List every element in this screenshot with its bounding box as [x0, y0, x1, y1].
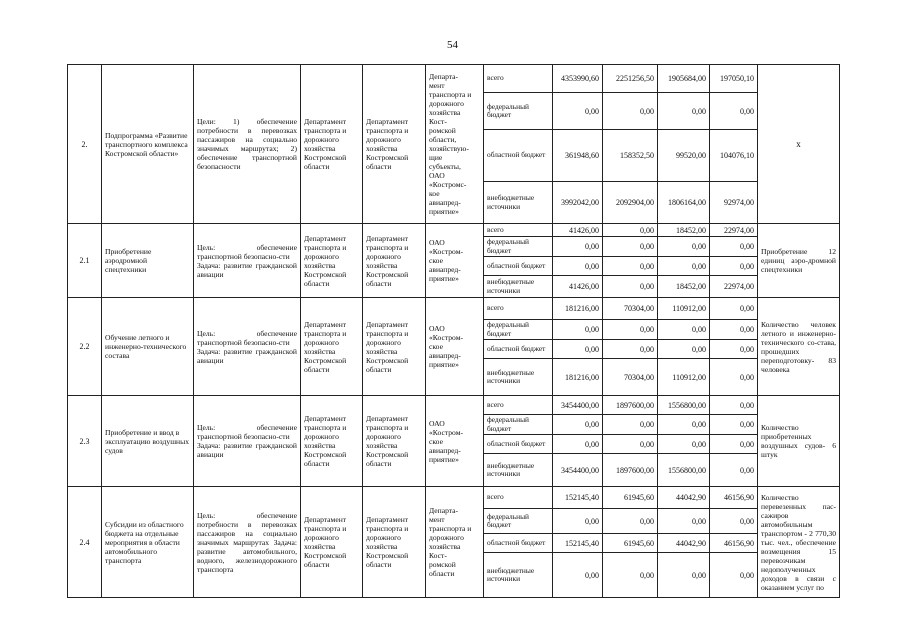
funding-source-text: федеральный бюджет	[487, 237, 529, 255]
funding-value-text: 0,00	[740, 106, 754, 116]
funding-value-text: 0,00	[640, 242, 654, 251]
funding-source-text: внебюджетные источники	[487, 277, 535, 295]
funding-value-text: 0,00	[740, 465, 754, 475]
funding-value	[658, 276, 710, 298]
funding-source	[484, 487, 553, 509]
funding-value-text: 1897600,00	[616, 465, 654, 475]
funding-value	[603, 237, 658, 257]
coexecutor	[363, 298, 426, 396]
funding-value	[710, 257, 758, 276]
funding-value	[553, 182, 603, 224]
responsible-executor	[301, 396, 363, 487]
funding-value-text: 0,00	[585, 106, 599, 116]
funding-value	[603, 93, 658, 130]
funding-source-text: внебюджетные источники	[487, 193, 535, 211]
participant-text: Департа- мент транспорта и дорожного хозяйства Кост- ромской области	[429, 506, 472, 578]
funding-source-text: всего	[487, 303, 504, 313]
funding-source	[484, 93, 553, 130]
responsible-executor-text: Департамент транспорта и дорожного хозяйства Костромской области	[304, 233, 347, 288]
funding-value	[553, 93, 603, 130]
row-number	[68, 65, 102, 224]
funding-value-text: 0,00	[740, 325, 754, 334]
funding-value	[553, 415, 603, 435]
funding-source	[484, 415, 553, 435]
responsible-executor-text: Департамент транспорта и дорожного хозяйства Костромской области	[304, 515, 347, 569]
funding-value	[658, 396, 710, 415]
measure-goal	[194, 298, 301, 396]
funding-value	[710, 359, 758, 396]
funding-value-text: 92974,00	[724, 198, 754, 207]
funding-value-text: 158352,50	[620, 151, 654, 160]
measure-name-text: Подпрограмма «Развитие транспортного комплекса Костромской области»	[105, 130, 188, 158]
coexecutor	[363, 224, 426, 298]
coexecutor	[363, 65, 426, 224]
measure-name-text: Субсидии из областного бюджета на отдельные мероприятия в области автомобильного транспорта	[105, 519, 184, 565]
funding-value-text: 181216,00	[565, 304, 599, 313]
funding-value	[603, 182, 658, 224]
funding-source	[484, 298, 553, 320]
funding-source	[484, 130, 553, 182]
funding-value-text: 0,00	[585, 516, 599, 526]
funding-source-text: всего	[487, 224, 504, 234]
funding-source-text: областной бюджет	[487, 150, 546, 160]
participant-text: Департа- мент транспорта и дорожного хозяйства Кост- ромской области, хозяйствую- щие субъекты, ОАО «Костромс- кое авиапред- приятие»	[429, 72, 472, 216]
measure-name-text: Обучение летного и инженерно-технического состава	[105, 333, 187, 360]
funding-value	[658, 224, 710, 237]
funding-source-text: всего	[487, 399, 504, 409]
funding-value	[603, 553, 658, 598]
measure-name	[102, 298, 194, 396]
funding-value-text: 0,00	[740, 344, 754, 354]
funding-source-text: областной бюджет	[487, 537, 546, 547]
funding-value	[553, 130, 603, 182]
funding-value	[553, 276, 603, 298]
funding-value	[553, 224, 603, 237]
funding-value	[658, 320, 710, 340]
funding-value-text: 0,00	[740, 242, 754, 251]
funding-value	[553, 340, 603, 359]
funding-value-text: 0,00	[692, 325, 706, 334]
funding-source-text: федеральный бюджет	[487, 415, 529, 433]
funding-value-text: 44042,90	[676, 493, 706, 502]
funding-source	[484, 435, 553, 454]
funding-value	[710, 553, 758, 598]
funding-source-text: областной бюджет	[487, 343, 546, 353]
funding-value-text: 0,00	[585, 242, 599, 251]
row-number	[68, 298, 102, 396]
funding-value-text: 0,00	[640, 516, 654, 526]
measure-goal	[194, 65, 301, 224]
funding-value-text: 61945,60	[624, 493, 654, 502]
funding-value	[553, 257, 603, 276]
funding-value	[658, 454, 710, 487]
funding-value-text: 0,00	[585, 344, 599, 354]
table-row	[68, 65, 840, 93]
funding-value-text: 0,00	[740, 420, 754, 429]
participant	[426, 487, 484, 598]
funding-value-text: 1556800,00	[668, 465, 706, 475]
funding-value-text: 70304,00	[624, 372, 654, 382]
funding-source	[484, 534, 553, 553]
expected-result-text: Количество приобретенных воздушных судов- 6 штук	[761, 423, 836, 459]
funding-value	[603, 130, 658, 182]
funding-value-text: 46156,90	[724, 493, 754, 502]
funding-value	[603, 487, 658, 509]
funding-value	[710, 534, 758, 553]
participant	[426, 224, 484, 298]
funding-value	[658, 487, 710, 509]
funding-value-text: 361948,60	[565, 151, 599, 160]
page-number: 54	[447, 39, 458, 51]
responsible-executor-text: Департамент транспорта и дорожного хозяйства Костромской области	[304, 117, 347, 171]
funding-value-text: 0,00	[740, 570, 754, 580]
funding-value	[710, 454, 758, 487]
funding-value	[710, 276, 758, 298]
funding-value-text: 4353990,60	[561, 74, 599, 83]
funding-source-text: внебюджетные источники	[487, 460, 535, 478]
funding-value-text: 0,00	[640, 325, 654, 334]
funding-source	[484, 65, 553, 93]
measure-goal-text: Цели: 1) обеспечение потребности в перевозках пассажиров на социально значимых маршрутах; 2) обеспечение транспортной безопасности	[197, 117, 297, 171]
funding-value-text: 0,00	[692, 420, 706, 429]
funding-value	[553, 237, 603, 257]
funding-value-text: 0,00	[585, 325, 599, 334]
funding-value-text: 3454400,00	[561, 400, 599, 410]
funding-source-text: внебюджетные источники	[487, 367, 535, 385]
funding-value	[658, 435, 710, 454]
funding-value	[710, 93, 758, 130]
funding-value	[710, 65, 758, 93]
funding-value-text: 0,00	[640, 261, 654, 271]
funding-value-text: 1905684,00	[668, 74, 706, 83]
funding-source	[484, 553, 553, 598]
funding-value	[553, 487, 603, 509]
funding-value	[553, 454, 603, 487]
funding-value-text: 0,00	[640, 439, 654, 449]
table-row	[68, 224, 840, 237]
funding-value	[603, 257, 658, 276]
coexecutor-text: Департамент транспорта и дорожного хозяйства Костромской области	[366, 515, 409, 569]
expected-result-text: Количество человек летного и инженерно-технического со-става, прошедших переподготовку- 83 человека	[761, 319, 836, 374]
funding-value	[658, 130, 710, 182]
funding-value	[553, 320, 603, 340]
funding-value	[658, 65, 710, 93]
funding-value	[603, 320, 658, 340]
expected-result	[758, 224, 840, 298]
funding-value-text: 0,00	[692, 344, 706, 354]
funding-value	[658, 359, 710, 396]
funding-value-text: 22974,00	[724, 225, 754, 235]
funding-value	[710, 237, 758, 257]
funding-value-text: 18452,00	[676, 225, 706, 235]
funding-value	[603, 509, 658, 534]
funding-value	[553, 435, 603, 454]
funding-source-text: всего	[487, 73, 504, 83]
coexecutor-text: Департамент транспорта и дорожного хозяйства Костромской области	[366, 233, 409, 288]
participant-text: ОАО «Костром- ское авиапред- приятие»	[429, 324, 464, 369]
funding-source	[484, 396, 553, 415]
row-number-text: 2.1	[79, 256, 90, 265]
expected-result-text: x	[796, 138, 801, 149]
funding-value	[710, 320, 758, 340]
funding-value-text: 0,00	[640, 420, 654, 429]
funding-value-text: 0,00	[740, 516, 754, 526]
funding-value-text: 0,00	[640, 282, 654, 291]
funding-value	[658, 237, 710, 257]
funding-value	[603, 340, 658, 359]
funding-value-text: 0,00	[640, 344, 654, 354]
funding-value	[603, 276, 658, 298]
measure-goal-text: Цель: обеспечение транспортной безопасно-сти Задача: развитие гражданской авиации	[197, 328, 297, 365]
funding-value-text: 0,00	[692, 516, 706, 526]
table-row	[68, 396, 840, 415]
funding-value-text: 0,00	[640, 570, 654, 580]
funding-value-text: 0,00	[740, 372, 754, 382]
measure-goal	[194, 487, 301, 598]
funding-value-text: 0,00	[740, 261, 754, 271]
funding-value	[603, 396, 658, 415]
funding-source-text: внебюджетные источники	[487, 565, 535, 583]
funding-value	[710, 340, 758, 359]
funding-value-text: 0,00	[585, 261, 599, 271]
funding-value-text: 0,00	[585, 439, 599, 449]
responsible-executor	[301, 298, 363, 396]
funding-value	[603, 415, 658, 435]
funding-value-text: 2251256,50	[616, 74, 654, 83]
funding-value	[553, 65, 603, 93]
funding-value-text: 0,00	[740, 439, 754, 449]
expected-result	[758, 396, 840, 487]
responsible-executor-text: Департамент транспорта и дорожного хозяйства Костромской области	[304, 319, 347, 374]
funding-value-text: 1556800,00	[668, 400, 706, 410]
measure-name	[102, 65, 194, 224]
measure-name-text: Приобретение и ввод в эксплуатацию воздушных судов	[105, 427, 189, 455]
funding-value	[658, 534, 710, 553]
measure-goal-text: Цель: обеспечение потребности в перевозках пассажиров на социально значимых маршрутах Задача: развитие автомобильного, водного, железнодорожного транспорта	[197, 510, 297, 574]
funding-value-text: 3992042,00	[561, 198, 599, 207]
funding-value	[658, 415, 710, 435]
measure-name	[102, 487, 194, 598]
funding-value	[658, 340, 710, 359]
funding-source	[484, 224, 553, 237]
expected-result-text: Количество перевезенных пас-сажиров автомобильным транспортом - 2 770,30 тыс. чел., обеспечение возмещения 15 перевозчикам недополученных доходов в связи с оказанием услуг по	[761, 492, 836, 592]
funding-value	[603, 435, 658, 454]
funding-value-text: 1806164,00	[668, 198, 706, 207]
funding-value-text: 0,00	[740, 400, 754, 410]
funding-value-text: 0,00	[692, 439, 706, 449]
funding-value	[710, 298, 758, 320]
responsible-executor	[301, 224, 363, 298]
funding-value	[658, 257, 710, 276]
table-row	[68, 298, 840, 320]
coexecutor-text: Департамент транспорта и дорожного хозяйства Костромской области	[366, 414, 409, 468]
funding-source	[484, 276, 553, 298]
expected-result	[758, 487, 840, 598]
funding-source	[484, 182, 553, 224]
funding-value-text: 1897600,00	[616, 400, 654, 410]
funding-value-text: 110912,00	[672, 372, 706, 382]
funding-value-text: 3454400,00	[561, 465, 599, 475]
funding-value	[658, 93, 710, 130]
funding-source	[484, 237, 553, 257]
measure-goal-text: Цель: обеспечение транспортной безопасно-сти Задача: развитие гражданской авиации	[197, 242, 297, 279]
participant-text: ОАО «Костром- ское авиапред- приятие»	[429, 238, 464, 283]
responsible-executor	[301, 65, 363, 224]
funding-value	[710, 415, 758, 435]
funding-value-text: 104076,10	[720, 151, 754, 160]
participant-text: ОАО «Костром- ское авиапред- приятие»	[429, 418, 464, 464]
funding-value-text: 0,00	[585, 570, 599, 580]
funding-value	[658, 509, 710, 534]
funding-source	[484, 359, 553, 396]
funding-value-text: 46156,90	[724, 538, 754, 548]
funding-value-text: 99520,00	[676, 151, 706, 160]
funding-value-text: 152145,40	[565, 493, 599, 502]
funding-source-text: всего	[487, 492, 504, 502]
funding-value-text: 0,00	[692, 106, 706, 116]
expected-result	[758, 298, 840, 396]
funding-value	[710, 224, 758, 237]
funding-value-text: 18452,00	[676, 282, 706, 291]
funding-value-text: 0,00	[585, 420, 599, 429]
measure-name-text: Приобретение аэродромной спецтехники	[105, 247, 152, 274]
funding-value-text: 70304,00	[624, 304, 654, 313]
funding-value	[658, 553, 710, 598]
coexecutor	[363, 487, 426, 598]
funding-source-text: федеральный бюджет	[487, 320, 529, 338]
funding-value	[710, 435, 758, 454]
funding-value	[710, 509, 758, 534]
funding-source	[484, 454, 553, 487]
funding-value-text: 22974,00	[724, 282, 754, 291]
funding-value	[658, 298, 710, 320]
funding-value	[603, 65, 658, 93]
funding-value	[658, 182, 710, 224]
row-number-text: 2.	[81, 139, 88, 149]
funding-value-text: 2092904,00	[616, 198, 654, 207]
measure-goal-text: Цель: обеспечение транспортной безопасно-сти Задача: развитие гражданской авиации	[197, 423, 297, 459]
funding-value	[553, 534, 603, 553]
participant	[426, 396, 484, 487]
expected-result-text: Приобретение 12 единиц аэро-дромной спецтехники	[761, 247, 836, 274]
row-number	[68, 396, 102, 487]
row-number	[68, 224, 102, 298]
funding-value	[553, 509, 603, 534]
funding-value-text: 0,00	[692, 261, 706, 271]
funding-source	[484, 257, 553, 276]
funding-value	[603, 534, 658, 553]
funding-value-text: 0,00	[692, 242, 706, 251]
row-number	[68, 487, 102, 598]
funding-value	[603, 454, 658, 487]
funding-value-text: 152145,40	[565, 538, 599, 548]
funding-value-text: 110912,00	[672, 304, 706, 313]
row-number-text: 2.3	[79, 436, 90, 446]
row-number-text: 2.4	[79, 537, 90, 547]
participant	[426, 65, 484, 224]
expected-result	[758, 65, 840, 224]
responsible-executor	[301, 487, 363, 598]
measure-name	[102, 224, 194, 298]
funding-source-text: областной бюджет	[487, 438, 546, 448]
table-body	[68, 65, 840, 598]
responsible-executor-text: Департамент транспорта и дорожного хозяйства Костромской области	[304, 414, 347, 468]
funding-value	[553, 359, 603, 396]
funding-value	[710, 182, 758, 224]
funding-value-text: 0,00	[640, 106, 654, 116]
funding-source	[484, 509, 553, 534]
measure-name	[102, 396, 194, 487]
funding-source	[484, 320, 553, 340]
coexecutor	[363, 396, 426, 487]
funding-value	[553, 553, 603, 598]
program-table	[67, 64, 840, 598]
funding-value	[603, 359, 658, 396]
funding-source-text: федеральный бюджет	[487, 511, 529, 529]
table-row	[68, 487, 840, 509]
funding-value	[603, 224, 658, 237]
row-number-text: 2.2	[79, 342, 90, 351]
funding-value-text: 0,00	[640, 225, 654, 235]
measure-goal	[194, 224, 301, 298]
funding-value-text: 41426,00	[569, 282, 599, 291]
measure-goal	[194, 396, 301, 487]
funding-value	[553, 298, 603, 320]
funding-value	[710, 130, 758, 182]
coexecutor-text: Департамент транспорта и дорожного хозяйства Костромской области	[366, 117, 409, 171]
funding-value	[603, 298, 658, 320]
funding-value	[553, 396, 603, 415]
funding-value-text: 0,00	[740, 304, 754, 313]
funding-value-text: 197050,10	[720, 74, 754, 83]
funding-source-text: областной бюджет	[487, 260, 546, 270]
funding-value-text: 44042,90	[676, 538, 706, 548]
funding-value	[710, 396, 758, 415]
funding-value-text: 61945,60	[624, 538, 654, 548]
funding-source-text: федеральный бюджет	[487, 101, 529, 119]
funding-value	[710, 487, 758, 509]
funding-value-text: 0,00	[692, 570, 706, 580]
coexecutor-text: Департамент транспорта и дорожного хозяйства Костромской области	[366, 319, 409, 374]
participant	[426, 298, 484, 396]
funding-value-text: 41426,00	[569, 225, 599, 235]
funding-source	[484, 340, 553, 359]
funding-value-text: 181216,00	[565, 372, 599, 382]
